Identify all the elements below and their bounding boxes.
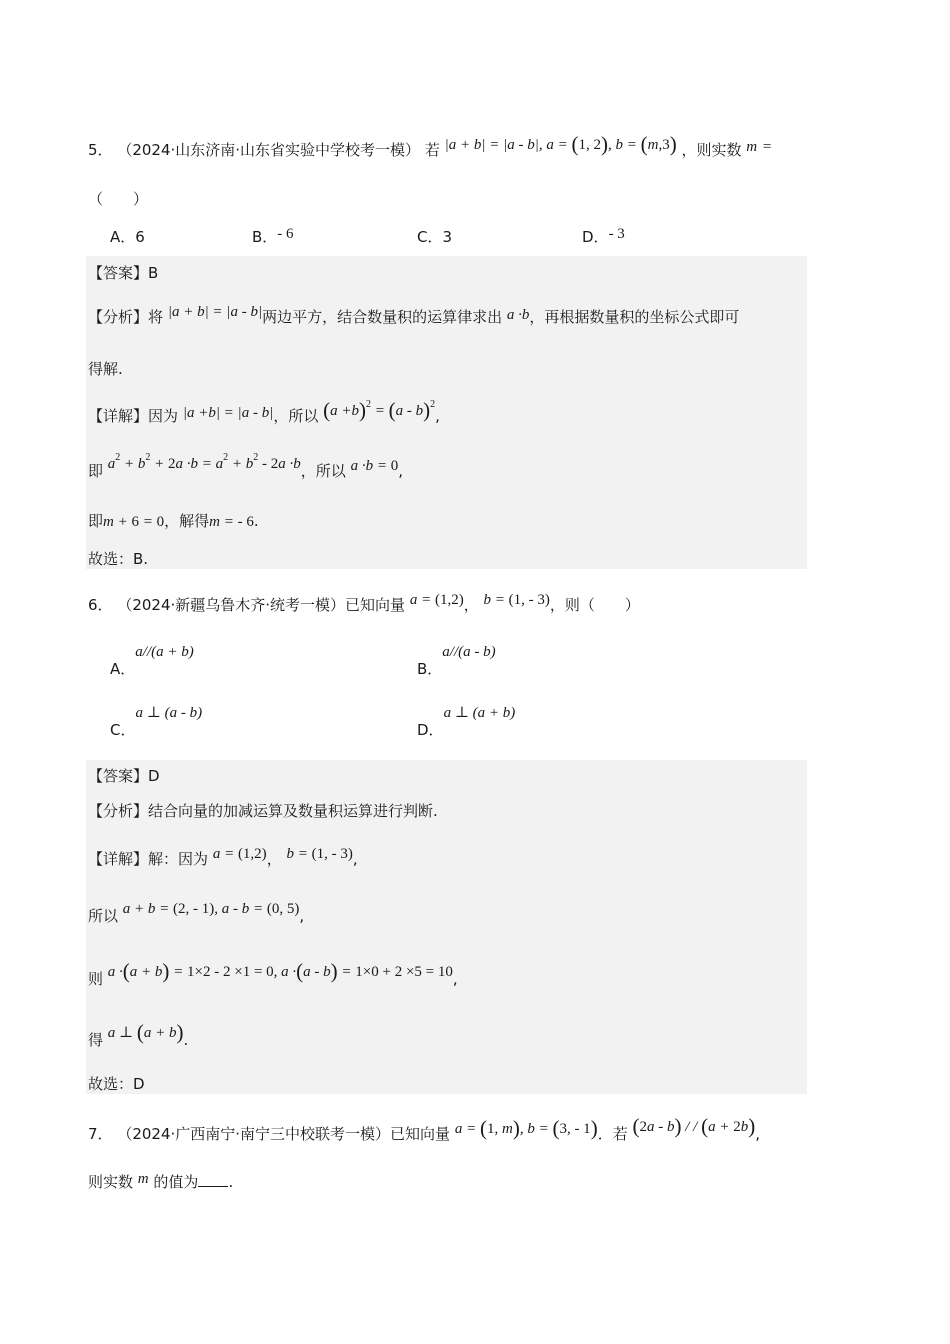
q6-option-b-formula: a//(a - b) bbox=[442, 644, 496, 660]
q6-option-a bbox=[110, 640, 194, 678]
q6-analysis-text: 结合向量的加减运算及数量积运算进行判断. bbox=[148, 802, 438, 820]
q6-answer-tag: 【答案】 bbox=[88, 767, 149, 785]
q6-result-formula: a ⊥ (a + b) bbox=[107, 1020, 184, 1044]
q6-de: 得 bbox=[88, 1031, 104, 1049]
q6-option-c-formula: a ⊥ (a - b) bbox=[135, 705, 203, 721]
q5-option-a-value: 6 bbox=[135, 228, 145, 246]
q5-answer bbox=[88, 262, 158, 283]
q6-detail-b: b = (1, - 3) bbox=[286, 846, 353, 862]
q6-suoyi: 所以 bbox=[88, 907, 119, 925]
q5-answer-tag: 【答案】 bbox=[88, 264, 149, 282]
q5-analysis-dot: a ·b bbox=[506, 307, 530, 323]
q6-analysis-tag: 【分析】 bbox=[88, 802, 149, 820]
q6-option-d-label: D． bbox=[417, 721, 444, 739]
q5-analysis-line2: 得解. bbox=[88, 360, 123, 378]
q6-answer-value: D bbox=[148, 767, 160, 785]
q5-expand-formula: $a^2 + b^2 + 2a \cdot b = a^2 + b^2 - 2a \cdot b$ bbox=[107, 452, 301, 472]
q5-result: m = - 6 bbox=[209, 514, 254, 530]
q5-option-a bbox=[110, 226, 145, 247]
q5-analysis-pre: 将 bbox=[148, 308, 164, 326]
q6-sum-diff-formula: a + b = (2, - 1), a - b = (0, 5) bbox=[122, 901, 300, 917]
q5-jiede: ，解得 bbox=[164, 512, 210, 530]
q7-answer-blank[interactable] bbox=[198, 1172, 228, 1187]
q7-vectors-formula: a = (1, m), b = (3, - 1) bbox=[454, 1116, 598, 1140]
q5-option-b bbox=[252, 226, 294, 247]
q5-detail-tag: 【详解】 bbox=[88, 407, 149, 425]
q5-equals: = bbox=[761, 139, 773, 155]
q5-conclusion: 故选：B. bbox=[88, 550, 149, 568]
q6-option-d-formula: a ⊥ (a + b) bbox=[443, 705, 516, 721]
q5-option-a-label: A． bbox=[110, 228, 136, 246]
q5-option-b-label: B． bbox=[252, 228, 278, 246]
q6-detail: 【详解】解：因为 a = (1,2)， b = (1, - 3), bbox=[88, 846, 358, 868]
q6-option-c-label: C． bbox=[110, 721, 136, 739]
q5-condition-formula: |a + b| = |a - b|, a = (1, 2), b = (m,3) bbox=[444, 132, 677, 156]
q6-detail-tag: 【详解】 bbox=[88, 850, 149, 868]
q6-conclusion: 故选：D bbox=[88, 1075, 145, 1093]
q5-stem-pre: 若 bbox=[424, 141, 440, 159]
q6-stem-pre: 已知向量 bbox=[345, 596, 406, 614]
q5-detail-formula-1: |a +b| = |a - b| bbox=[182, 405, 274, 421]
q5-variable-m: m bbox=[746, 139, 758, 155]
q5-analysis bbox=[88, 306, 739, 327]
q5-detail-pre: 因为 bbox=[148, 407, 179, 425]
q7-stem-pre: 已知向量 bbox=[390, 1125, 451, 1143]
q6-source: （2024·新疆乌鲁木齐·统考一模） bbox=[117, 596, 346, 614]
q5-option-d bbox=[582, 226, 625, 247]
q5-analysis-post: ，再根据数量积的坐标公式即可 bbox=[529, 308, 740, 326]
q5-source: （2024·山东济南·山东省实验中学校考一模） bbox=[117, 141, 421, 159]
q6-option-d bbox=[417, 701, 516, 739]
q6-option-b bbox=[417, 640, 496, 678]
q6-vector-a: a = (1,2) bbox=[409, 592, 464, 608]
q7-number: 7． bbox=[88, 1125, 113, 1143]
q5-analysis-tag: 【分析】 bbox=[88, 308, 149, 326]
q5-expand-line: 即 $a^2 + b^2 + 2a \cdot b = a^2 + b^2 - 2a \cdot b$，所以 a ·b = 0, bbox=[88, 452, 403, 480]
q6-stem-post: ，则（ ） bbox=[549, 596, 640, 614]
q5-suoyi: ，所以 bbox=[300, 462, 346, 480]
q7-line2: 则实数 m 的值为 . bbox=[88, 1171, 234, 1191]
q5-stem-post: ，则实数 bbox=[681, 141, 742, 159]
q7-line2-pre: 则实数 bbox=[88, 1173, 134, 1191]
q5-stem bbox=[88, 132, 773, 162]
q6-vector-b: b = (1, - 3) bbox=[483, 592, 550, 608]
q7-stem-mid: ．若 bbox=[597, 1125, 628, 1143]
q6-ze: 则 bbox=[88, 970, 104, 988]
q5-option-d-value: - 3 bbox=[608, 226, 625, 242]
q5-option-c-value: 3 bbox=[442, 228, 453, 246]
q5-analysis-formula: |a + b| = |a - b| bbox=[167, 304, 263, 320]
q6-result-line: 得 a ⊥ (a + b). bbox=[88, 1020, 189, 1049]
q5-eq-formula: m + 6 = 0 bbox=[103, 514, 165, 530]
q6-detail-pre: 解：因为 bbox=[148, 850, 209, 868]
q5-paren: （ ） bbox=[88, 190, 149, 208]
q5-option-c-label: C． bbox=[417, 228, 443, 246]
q6-option-a-formula: a//(a + b) bbox=[135, 644, 194, 660]
q5-number: 5． bbox=[88, 141, 113, 159]
q7-variable-m: m bbox=[137, 1171, 149, 1187]
q5-detail: 【详解】因为 |a +b| = |a - b|，所以 $(a +b)^2 = (a - b)^2$, bbox=[88, 398, 440, 425]
q5-option-b-value: - 6 bbox=[277, 226, 294, 242]
q6-dot-line: 则 a ·(a + b) = 1×2 - 2 ×1 = 0, a ·(a - b) = 1×0 + 2 ×5 = 10, bbox=[88, 959, 458, 988]
q6-option-c bbox=[110, 701, 203, 739]
q6-number: 6． bbox=[88, 596, 113, 614]
q5-option-d-label: D． bbox=[582, 228, 609, 246]
q5-ji-2: 即 bbox=[88, 512, 104, 530]
q6-analysis bbox=[88, 800, 438, 821]
q5-dot-zero: a ·b = 0 bbox=[350, 458, 399, 474]
q6-answer bbox=[88, 765, 160, 786]
q6-dot-formula: a ·(a + b) = 1×2 - 2 ×1 = 0, a ·(a - b) = 1×0 + 2 ×5 = 10 bbox=[107, 959, 453, 983]
q5-detail-formula-2: $(a +b)^2 = (a - b)^2$ bbox=[323, 398, 436, 422]
q5-solve-line: 即m + 6 = 0，解得m = - 6. bbox=[88, 512, 259, 530]
q7-stem: 7． （2024·广西南宁·南宁三中校联考一模）已知向量 a = (1, m), b = (3, - 1)．若 (2a - b) / / (a + 2b), bbox=[88, 1114, 760, 1143]
q6-sum-diff-line: 所以 a + b = (2, - 1), a - b = (0, 5), bbox=[88, 901, 305, 925]
q6-option-b-label: B． bbox=[417, 660, 443, 678]
q7-line2-post: 的值为 bbox=[153, 1173, 199, 1191]
q5-option-c bbox=[417, 226, 452, 247]
q6-option-a-label: A． bbox=[110, 660, 136, 678]
q5-analysis-mid: 两边平方，结合数量积的运算律求出 bbox=[262, 308, 503, 326]
q6-detail-a: a = (1,2) bbox=[212, 846, 267, 862]
q7-parallel-formula: (2a - b) / / (a + 2b) bbox=[632, 1114, 756, 1138]
q5-answer-value: B bbox=[148, 264, 159, 282]
q7-source: （2024·广西南宁·南宁三中校联考一模） bbox=[117, 1125, 391, 1143]
q6-stem: 6． （2024·新疆乌鲁木齐·统考一模）已知向量 a = (1,2)， b = (1, - 3)，则（ ） bbox=[88, 592, 640, 614]
q5-ji: 即 bbox=[88, 462, 104, 480]
q5-detail-mid: ，所以 bbox=[273, 407, 319, 425]
